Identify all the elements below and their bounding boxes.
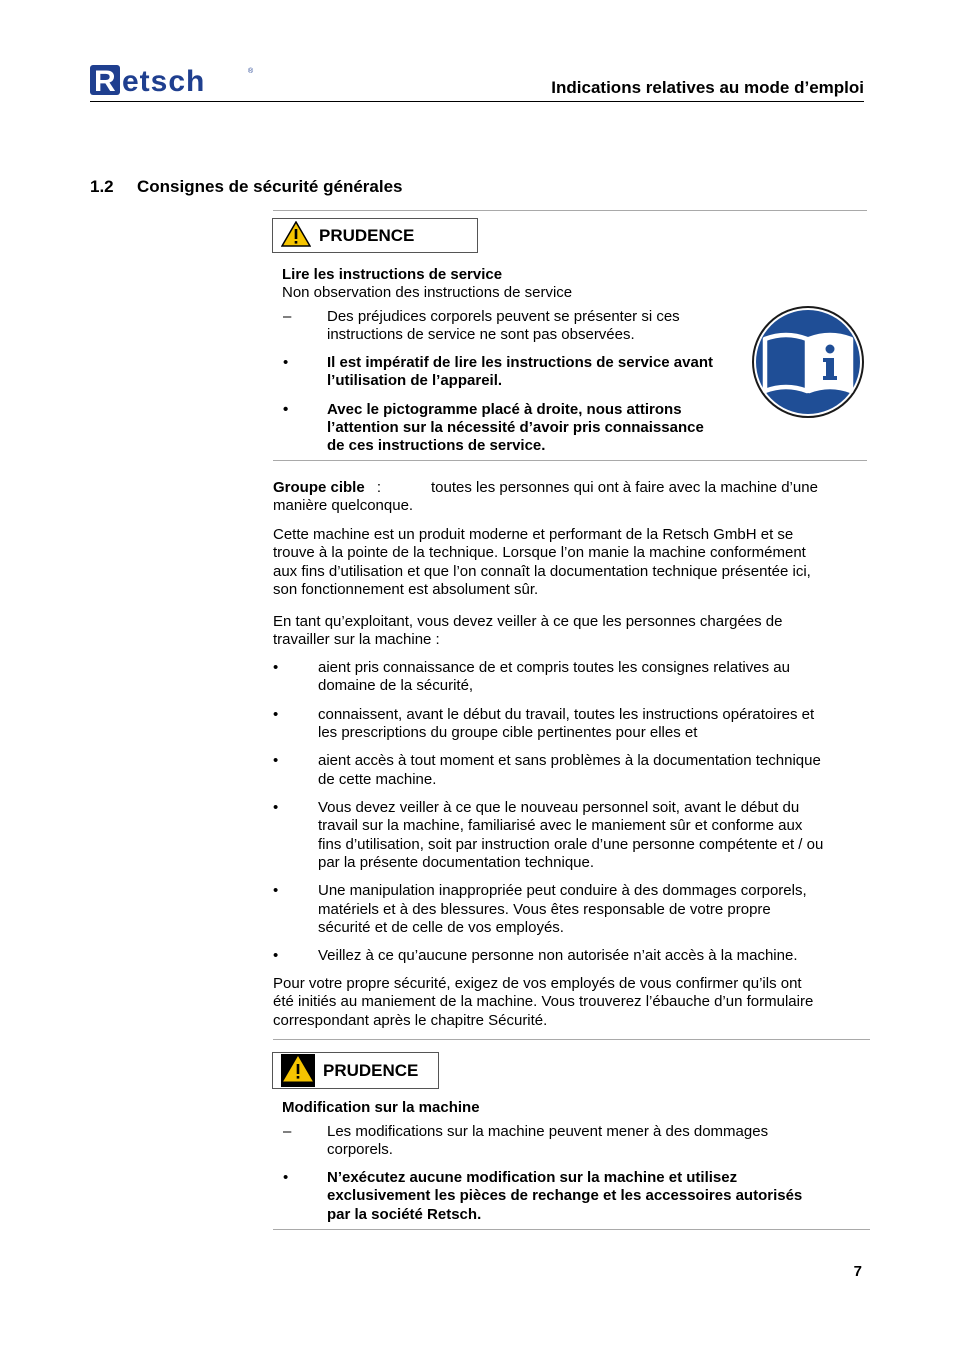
svg-text:R: R [94, 65, 116, 98]
bullet-marker: • [273, 799, 279, 816]
page-number: 7 [853, 1263, 862, 1280]
warning-item-text: l’utilisation de l’appareil. [327, 372, 503, 389]
bullet-marker: • [273, 659, 279, 676]
warning-item-text: Avec le pictogramme placé à droite, nous attirons [327, 401, 682, 418]
read-manual-icon [751, 305, 865, 423]
warning-item-text: Il est impératif de lire les instructions de service avant [327, 354, 713, 371]
dash-marker: – [283, 1123, 292, 1140]
svg-text:®: ® [248, 68, 254, 75]
warning-item-text: Les modifications sur la machine peuvent mener à des dommages [327, 1123, 769, 1140]
list-item-text: sécurité et de celle de vos employés. [318, 919, 564, 936]
warning-triangle-icon [281, 221, 311, 251]
warning-subheading: Non observation des instructions de service [282, 284, 573, 301]
paragraph-line: été initiés au maniement de la machine. Vous trouverez l’ébauche d’un formulaire [273, 993, 814, 1010]
warning-triangle-icon [281, 1054, 315, 1087]
paragraph-line: Cette machine est un produit moderne et performant de la Retsch GmbH et se [273, 526, 794, 543]
warning-item-text: instructions de service ne sont pas observées. [327, 326, 635, 343]
divider [273, 210, 867, 211]
list-item-text: travail sur la machine, familiarisé avec le maniement sûr et conforme aux [318, 817, 803, 834]
bullet-marker: • [273, 947, 279, 964]
list-item-text: domaine de la sécurité, [318, 677, 474, 694]
section-title: Consignes de sécurité générales [137, 177, 403, 196]
bullet-marker: • [273, 752, 279, 769]
warning-item-text: l’attention sur la nécessité d’avoir pris connaissance [327, 419, 704, 436]
bullet-marker: • [283, 1169, 289, 1186]
target-group-text: manière quelconque. [273, 497, 414, 514]
divider [273, 1039, 870, 1040]
list-item-text: Une manipulation inappropriée peut conduire à des dommages corporels, [318, 882, 807, 899]
section-heading [90, 177, 403, 197]
caution-label: PRUDENCE [319, 225, 415, 245]
dash-marker: – [283, 308, 292, 325]
warning-item-text: de ces instructions de service. [327, 437, 546, 454]
header-title: Indications relatives au mode d’emploi [551, 78, 864, 97]
warning-item-text: corporels. [327, 1141, 393, 1158]
warning-heading: Lire les instructions de service [282, 266, 503, 283]
paragraph-line: correspondant après le chapitre Sécurité. [273, 1012, 548, 1029]
paragraph-line: En tant qu’exploitant, vous devez veiller à ce que les personnes chargées de [273, 613, 783, 630]
list-item-text: aient accès à tout moment et sans problèmes à la documentation technique [318, 752, 821, 769]
paragraph-line: son fonctionnement est absolument sûr. [273, 581, 539, 598]
caution-label: PRUDENCE [323, 1060, 419, 1080]
list-item-text: connaissent, avant le début du travail, toutes les instructions opératoires et [318, 706, 815, 723]
warning-item-text: N’exécutez aucune modification sur la machine et utilisez [327, 1169, 738, 1186]
warning-item-text: Des préjudices corporels peuvent se présenter si ces [327, 308, 680, 325]
paragraph-line: trouve à la pointe de la technique. Lorsque l’on manie la machine conformément [273, 544, 806, 561]
header-divider [90, 101, 864, 102]
list-item-text: aient pris connaissance de et compris toutes les consignes relatives au [318, 659, 790, 676]
bullet-marker: • [283, 401, 289, 418]
target-group-label: Groupe cible [273, 479, 365, 496]
paragraph-line: aux fins d’utilisation et que l’on connaît la documentation technique présentée ici, [273, 563, 811, 580]
svg-text:etsch: etsch [122, 65, 206, 98]
paragraph-line: travailler sur la machine : [273, 631, 440, 648]
bullet-marker: • [273, 706, 279, 723]
bullet-marker: • [283, 354, 289, 371]
caution-box [272, 1052, 439, 1089]
list-item-text: par la présente documentation technique. [318, 854, 595, 871]
list-item-text: Vous devez veiller à ce que le nouveau personnel soit, avant le début du [318, 799, 800, 816]
list-item-text: Veillez à ce qu’aucune personne non autorisée n’ait accès à la machine. [318, 947, 798, 964]
divider [273, 460, 867, 461]
target-group [273, 479, 381, 497]
bullet-marker: • [273, 882, 279, 899]
warning-item-text: exclusivement les pièces de rechange et les accessoires autorisés [327, 1187, 803, 1204]
list-item-text: les prescriptions du groupe cible pertinentes pour elles et [318, 724, 698, 741]
target-group-colon: : [376, 479, 382, 496]
divider [273, 1229, 870, 1230]
warning-heading: Modification sur la machine [282, 1099, 480, 1116]
list-item-text: fins d’utilisation, soit par instruction orale d’une personne compétente et / ou [318, 836, 824, 853]
section-number: 1.2 [90, 177, 114, 196]
caution-box [272, 218, 478, 253]
list-item-text: de cette machine. [318, 771, 437, 788]
list-item-text: matériels et à des blessures. Vous êtes responsable de votre propre [318, 901, 771, 918]
warning-item-text: par la société Retsch. [327, 1206, 482, 1223]
retsch-logo [88, 62, 258, 102]
paragraph-line: Pour votre propre sécurité, exigez de vos employés de vous confirmer qu’ils ont [273, 975, 802, 992]
target-group-text: toutes les personnes qui ont à faire avec la machine d’une [431, 479, 818, 496]
